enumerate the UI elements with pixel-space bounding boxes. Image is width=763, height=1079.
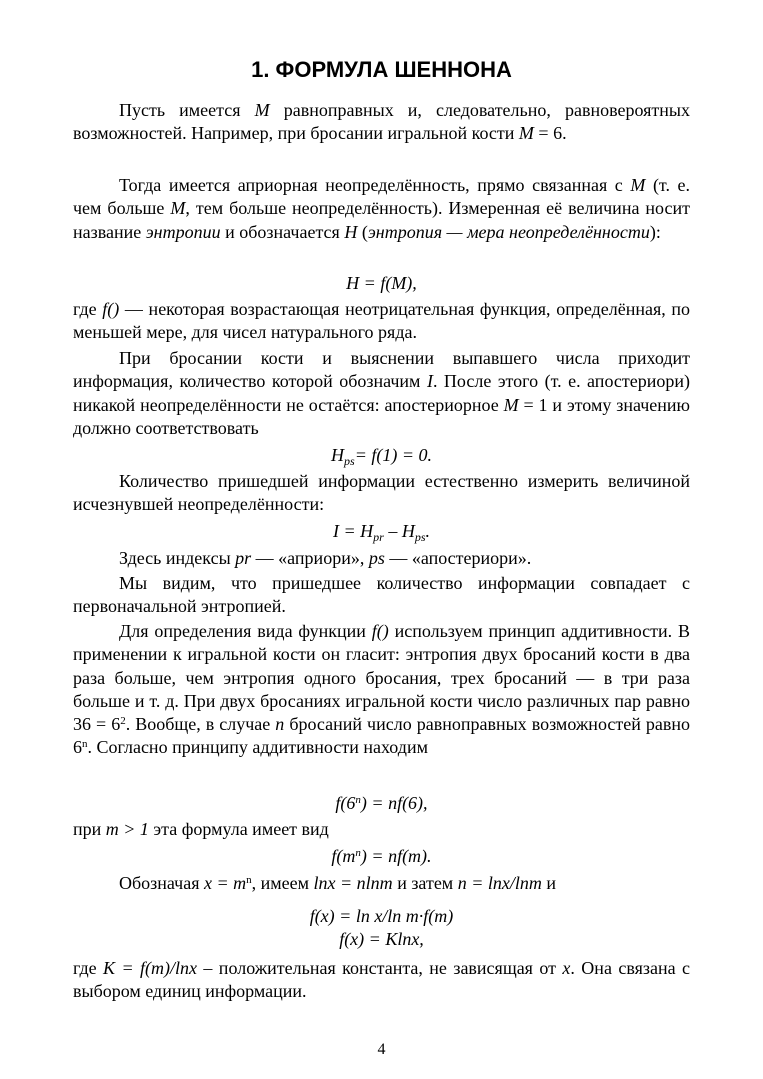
text: – положительная константа, не зависящая от [197,958,563,978]
text: ) = nf(m). [360,846,432,866]
text: при [73,819,106,839]
formula-5 [0,845,763,868]
text: ) = nf(6), [360,793,428,813]
text: Пусть имеется [119,100,255,120]
paragraph-10 [73,872,690,895]
text: . Вообще, в случае [125,714,276,735]
text: и затем [392,873,458,893]
text: — некоторая возрастающая неотрицательная функция, определённая, по меньшей мере, для чисел натурального ряда. [73,299,690,343]
formula-1: H = f(M), [346,273,417,293]
superscript: n [246,874,252,886]
text: f(6 [335,793,356,813]
text: где [73,299,103,319]
text: Тогда имеется априорная неопределённость, прямо связанная с [119,175,631,195]
term: энтропии [145,221,221,242]
text: = 6. [533,123,567,144]
text: . Она связана с выбором единиц информации. [73,958,690,1002]
math-var: f() [371,621,389,641]
text: Обозначая [119,873,204,893]
text: H [331,445,345,465]
text: и [541,873,556,893]
math-var: pr [235,548,252,568]
math-var: ps [368,548,385,568]
text: , имеем [251,873,314,893]
math-var: lnx = nlnm [313,873,393,893]
paragraph-6 [73,547,690,570]
text: и обозначается [220,221,345,242]
paragraph-9 [73,818,690,841]
text: бросаний число равноправных возможностей равно 6 [73,714,691,758]
text: . [425,521,430,541]
subscript: pr [373,530,384,544]
math-var: M [630,175,646,195]
math-var: n = lnx/lnm [457,873,542,893]
math-var: I [426,371,433,392]
paragraph-11 [73,957,690,1004]
text: При бросании кости и выяснении выпавшего числа приходит информация, количество которой обозначим [73,348,690,392]
math-var: M [518,123,534,144]
math-var: M [503,394,519,415]
paragraph-1 [73,99,690,146]
superscript: n [355,847,361,859]
text: эта формула имеет вид [148,819,329,839]
formula-7: f(x) = Klnx, [339,929,424,949]
math-var: H [344,221,358,242]
formula-4 [0,792,763,815]
page-number: 4 [377,1041,386,1058]
text: = 1 и этому значению должно соответствовать [73,394,691,438]
math-var: M [170,198,186,219]
text: I = H [333,521,374,541]
subscript: ps [344,454,355,468]
text: используем принцип аддитивности. В применении к игральной кости он гласит: энтропия двух бросаний кости в два раза больше, чем энтропия одного бросания, трех бросаний — в три раза больше и т. д. При двух бросаниях игральной кости число различных пар равно 36 = 6 [73,621,690,735]
text: — «апостериори». [384,548,532,568]
paragraph-2 [73,174,690,244]
text: Для определения вида функции [119,621,372,641]
text: . После этого (т. е. апостериори) никакой неопределённости не остаётся: апостериорное [73,371,690,415]
paragraph-7: Мы видим, что пришедшее количество информации совпадает с первоначальной энтропией. [73,573,690,617]
paragraph-5: Количество пришедшей информации естественно измерить величиной исчезнувшей неопределённости: [73,471,690,515]
text: — «априори», [251,548,369,568]
formula-3 [0,520,763,543]
term: энтропия — мера неопределённости [367,221,650,242]
math-var: K = f(m)/lnx [103,958,197,978]
formula-2 [0,444,763,467]
paragraph-4 [73,347,690,440]
superscript: 2 [120,715,126,728]
text: ): [649,221,661,242]
text: , тем больше неопределённость). Измеренная её величина носит название [73,198,690,242]
text: f(m [331,846,356,866]
paragraph-8 [73,620,690,760]
text: ( [357,221,368,242]
math-var: x [562,958,571,978]
math-var: n [275,714,285,735]
superscript: n [82,738,88,751]
math-var: f() [102,299,120,319]
superscript: n [355,794,361,806]
text: – H [383,521,415,541]
paragraph-3 [73,298,690,345]
text: . Согласно принципу аддитивности находим [87,737,428,758]
text: = f(1) = 0. [354,445,432,465]
subscript: ps [414,530,426,544]
page-title: 1. ФОРМУЛА ШЕННОНА [251,57,512,82]
text: равноправных и, следовательно, равновероятных возможностей. Например, при бросании игральной кости [73,100,691,144]
text: Здесь индексы [119,548,236,568]
text: (т. е. чем больше [73,175,690,219]
text: где [73,958,104,978]
math-var: m > 1 [105,819,149,839]
math-var: x = m [204,873,247,893]
math-var: M [254,100,270,120]
formula-6: f(x) = ln x/ln m·f(m) [309,906,454,926]
